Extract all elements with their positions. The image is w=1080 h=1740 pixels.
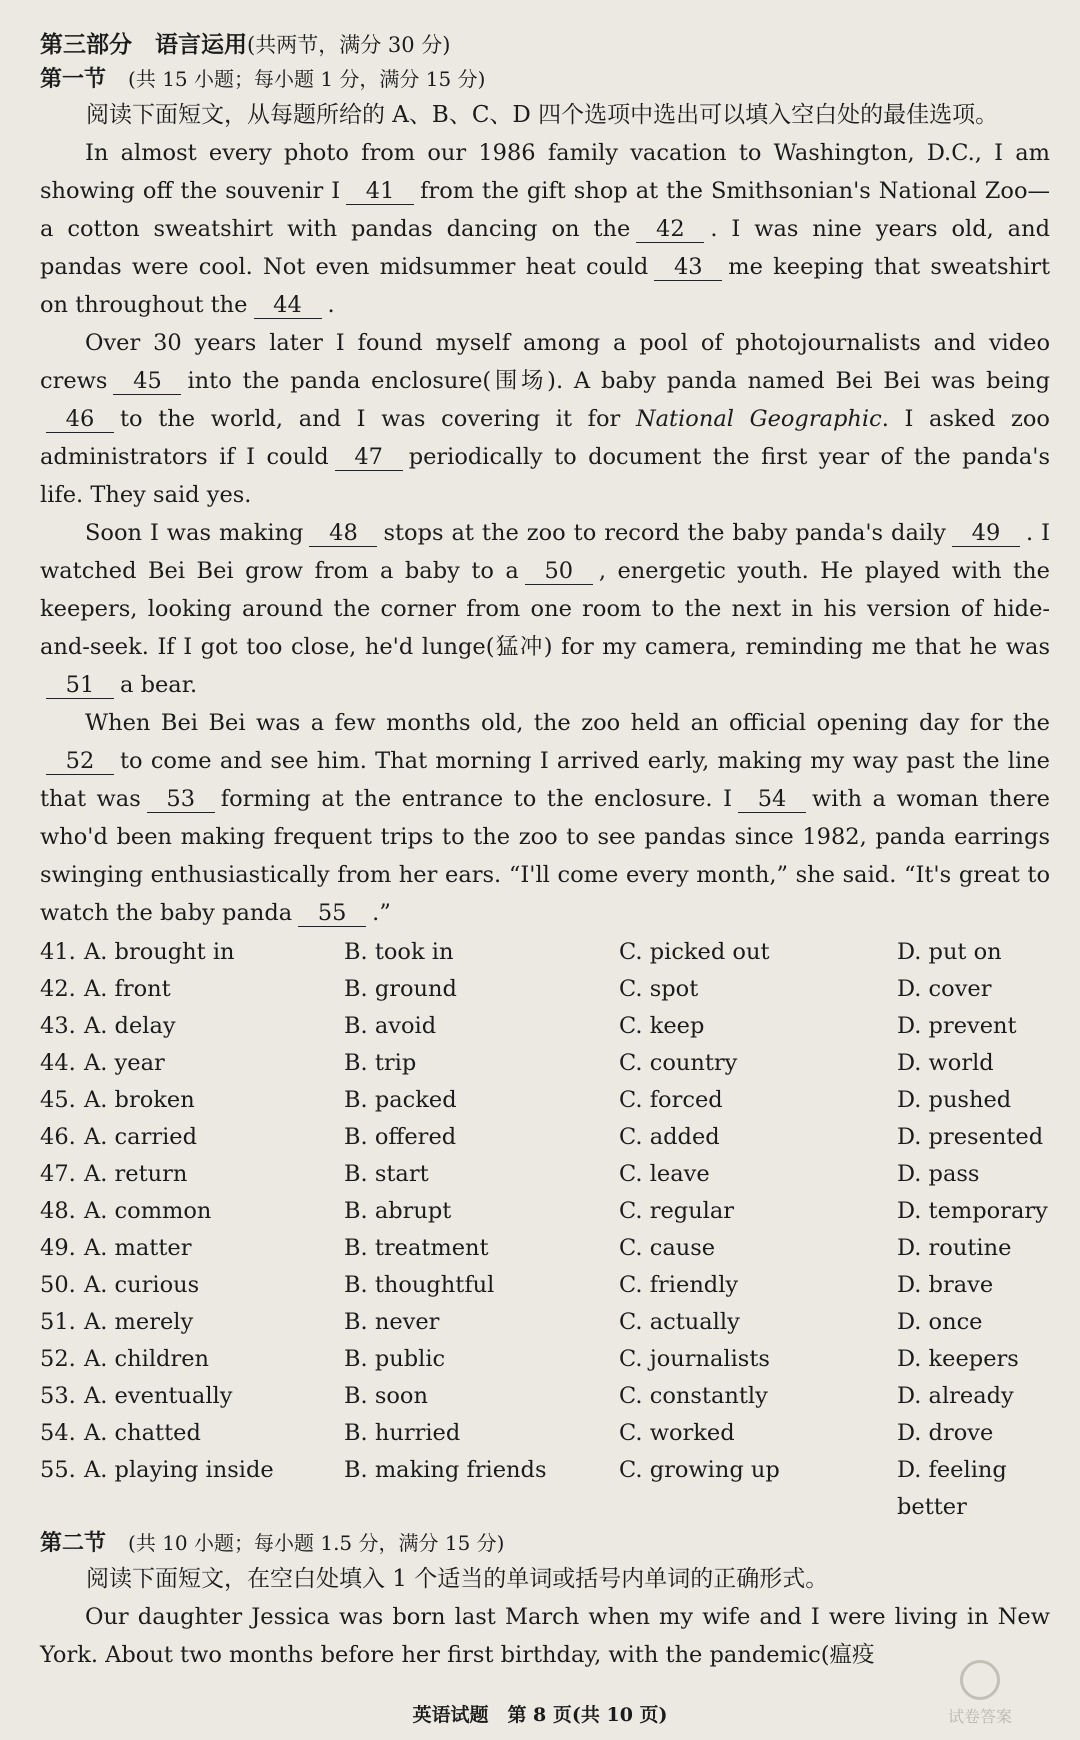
blank-41: 41: [346, 178, 414, 205]
option-b: B. soon: [344, 1383, 428, 1409]
option-d: D. cover: [897, 976, 992, 1002]
option-row: [40, 971, 1050, 1008]
option-d: D. already: [897, 1383, 1014, 1409]
option-row: [40, 1304, 1050, 1341]
text-run: into the panda enclosure(围场). A baby panda named Bei Bei was being: [187, 368, 1050, 394]
text-run: .”: [372, 900, 391, 926]
text-run: . I asked zoo administrators if I could: [40, 406, 1050, 470]
question-number: 50.: [40, 1272, 76, 1298]
blank-44: 44: [254, 292, 322, 319]
question-number: 44.: [40, 1050, 76, 1076]
part-two-heading: [40, 1526, 1050, 1560]
option-a: A. carried: [84, 1124, 197, 1150]
text-run: , energetic youth. He played with the keepers, looking around the corner from one room to the next in his version of hide-and-seek. If I got too close, he'd lunge(猛冲) for my camera, reminding me that he was: [40, 558, 1050, 660]
option-a: A. front: [84, 976, 171, 1002]
question-number: 48.: [40, 1198, 76, 1224]
part-two-text: Our daughter Jessica was born last March when my wife and I were living in New York. About two months before her first birthday, with the pandemic(瘟疫: [40, 1604, 1050, 1668]
blank-46: 46: [46, 406, 114, 433]
option-d: D. pushed: [897, 1087, 1012, 1113]
option-b: B. packed: [344, 1087, 457, 1113]
text-run: When Bei Bei was a few months old, the zoo held an official opening day for the: [85, 710, 1050, 736]
blank-45: 45: [113, 368, 181, 395]
magazine-name: National Geographic: [635, 406, 882, 432]
option-b: B. thoughtful: [344, 1272, 495, 1298]
option-row: [40, 1267, 1050, 1304]
section-heading: [40, 28, 1050, 62]
option-d: D. feeling better: [897, 1457, 1007, 1520]
option-b: B. abrupt: [344, 1198, 452, 1224]
text-run: a bear.: [120, 672, 198, 698]
part-one-instruction: 阅读下面短文，从每题所给的 A、B、C、D 四个选项中选出可以填入空白处的最佳选项。: [86, 102, 999, 128]
question-number: 46.: [40, 1124, 76, 1150]
blank-55: 55: [298, 900, 366, 927]
option-a: A. year: [84, 1050, 165, 1076]
option-a: A. broken: [84, 1087, 195, 1113]
option-d: D. routine: [897, 1235, 1012, 1261]
blank-54: 54: [738, 786, 806, 813]
option-d: D. world: [897, 1050, 994, 1076]
blank-47: 47: [335, 444, 403, 471]
passage-paragraph-3: [40, 514, 1050, 704]
option-row: [40, 1045, 1050, 1082]
text-run: me keeping that sweatshirt on throughout the: [40, 254, 1050, 318]
text-run: stops at the zoo to record the baby panda's daily: [383, 520, 946, 546]
question-number: 47.: [40, 1161, 76, 1187]
option-a: A. common: [84, 1198, 212, 1224]
blank-48: 48: [309, 520, 377, 547]
question-number: 55.: [40, 1457, 76, 1483]
part-one-title: 第一节: [40, 66, 107, 92]
option-a: A. merely: [84, 1309, 194, 1335]
part-two-title: 第二节: [40, 1530, 107, 1556]
text-run: with a woman there who'd been making frequent trips to the zoo to see pandas since 1982, panda earrings swinging enthusiastically from her ears. “I'll come every month,” she said. “It's great to watch the baby panda: [40, 786, 1050, 926]
text-run: to come and see him. That morning I arrived early, making my way past the line that was: [40, 748, 1050, 812]
option-c: C. cause: [619, 1235, 716, 1261]
section-title-sub: (共两节，满分 30 分): [247, 33, 451, 57]
text-run: In almost every photo from our 1986 family vacation to Washington, D.C., I am showing off the souvenir I: [40, 140, 1050, 204]
text-run: Soon I was making: [85, 520, 304, 546]
option-c: C. picked out: [619, 939, 770, 965]
part-one-sub: (共 15 小题；每小题 1 分，满分 15 分): [128, 67, 486, 91]
option-a: A. delay: [84, 1013, 176, 1039]
option-row: [40, 1378, 1050, 1415]
option-d: D. prevent: [897, 1013, 1017, 1039]
option-a: A. chatted: [84, 1420, 201, 1446]
option-row: [40, 1230, 1050, 1267]
text-run: periodically to document the first year of the panda's life. They said yes.: [40, 444, 1050, 508]
option-b: B. offered: [344, 1124, 457, 1150]
question-number: 41.: [40, 939, 76, 965]
option-row: [40, 1415, 1050, 1452]
watermark: [920, 1660, 1040, 1730]
question-number: 42.: [40, 976, 76, 1002]
option-d: D. drove: [897, 1420, 994, 1446]
option-row: [40, 1193, 1050, 1230]
option-row: [40, 1452, 1050, 1526]
part-two-instruction: 阅读下面短文，在空白处填入 1 个适当的单词或括号内单词的正确形式。: [86, 1566, 829, 1592]
passage-paragraph-2: [40, 324, 1050, 514]
option-c: C. forced: [619, 1087, 723, 1113]
blank-49: 49: [952, 520, 1020, 547]
option-b: B. start: [344, 1161, 429, 1187]
option-b: B. avoid: [344, 1013, 437, 1039]
options-list: [40, 934, 1050, 1526]
text-run: from the gift shop at the Smithsonian's National Zoo—a cotton sweatshirt with pandas dancing on the: [40, 178, 1050, 242]
option-d: D. brave: [897, 1272, 994, 1298]
option-b: B. making friends: [344, 1457, 547, 1483]
option-c: C. journalists: [619, 1346, 770, 1372]
option-row: [40, 1156, 1050, 1193]
option-c: C. actually: [619, 1309, 740, 1335]
question-number: 51.: [40, 1309, 76, 1335]
blank-42: 42: [636, 216, 704, 243]
option-a: A. return: [84, 1161, 188, 1187]
option-d: D. pass: [897, 1161, 980, 1187]
option-a: A. children: [84, 1346, 210, 1372]
page-footer: 英语试题 第 8 页(共 10 页): [412, 1704, 668, 1726]
option-b: B. treatment: [344, 1235, 489, 1261]
watermark-text: 试卷答案: [947, 1707, 1012, 1726]
option-b: B. trip: [344, 1050, 417, 1076]
option-b: B. hurried: [344, 1420, 461, 1446]
question-number: 52.: [40, 1346, 76, 1372]
option-b: B. took in: [344, 939, 454, 965]
blank-53: 53: [147, 786, 215, 813]
option-a: A. matter: [84, 1235, 192, 1261]
option-a: A. brought in: [84, 939, 235, 965]
option-row: [40, 1119, 1050, 1156]
text-run: . I was nine years old, and pandas were cool. Not even midsummer heat could: [40, 216, 1050, 280]
part-two: [40, 1526, 1050, 1674]
option-a: A. playing inside: [84, 1457, 274, 1483]
option-row: [40, 1008, 1050, 1045]
section-title: 第三部分 语言运用: [40, 31, 247, 58]
option-row: [40, 1341, 1050, 1378]
part-one-heading: [40, 62, 1050, 96]
blank-50: 50: [525, 558, 593, 585]
option-a: A. curious: [84, 1272, 200, 1298]
option-c: C. regular: [619, 1198, 735, 1224]
watermark-logo-icon: [960, 1660, 1000, 1700]
option-c: C. worked: [619, 1420, 735, 1446]
blank-43: 43: [654, 254, 722, 281]
question-number: 54.: [40, 1420, 76, 1446]
passage-paragraph-4: [40, 704, 1050, 932]
text-run: forming at the entrance to the enclosure. I: [220, 786, 733, 812]
option-d: D. keepers: [897, 1346, 1019, 1372]
option-d: D. presented: [897, 1124, 1044, 1150]
option-b: B. never: [344, 1309, 440, 1335]
text-run: to the world, and I was covering it for: [120, 406, 621, 432]
question-number: 43.: [40, 1013, 76, 1039]
option-a: A. eventually: [84, 1383, 233, 1409]
question-number: 49.: [40, 1235, 76, 1261]
option-c: C. growing up: [619, 1457, 780, 1483]
text-run: . I watched Bei Bei grow from a baby to a: [40, 520, 1050, 584]
part-two-sub: (共 10 小题；每小题 1.5 分，满分 15 分): [128, 1531, 505, 1555]
question-number: 53.: [40, 1383, 76, 1409]
option-c: C. keep: [619, 1013, 705, 1039]
text-run: .: [327, 292, 335, 318]
option-row: [40, 934, 1050, 971]
option-d: D. temporary: [897, 1198, 1048, 1224]
option-row: [40, 1082, 1050, 1119]
text-run: Over 30 years later I found myself among a pool of photojournalists and video crews: [40, 330, 1050, 394]
option-c: C. leave: [619, 1161, 710, 1187]
blank-52: 52: [46, 748, 114, 775]
option-d: D. put on: [897, 939, 1002, 965]
content: [40, 28, 1050, 1674]
blank-51: 51: [46, 672, 114, 699]
option-c: C. added: [619, 1124, 720, 1150]
option-c: C. friendly: [619, 1272, 739, 1298]
option-c: C. constantly: [619, 1383, 768, 1409]
question-number: 45.: [40, 1087, 76, 1113]
option-d: D. once: [897, 1309, 983, 1335]
passage-paragraph-1: [40, 134, 1050, 324]
option-b: B. public: [344, 1346, 446, 1372]
option-c: C. spot: [619, 976, 699, 1002]
option-b: B. ground: [344, 976, 457, 1002]
option-c: C. country: [619, 1050, 738, 1076]
